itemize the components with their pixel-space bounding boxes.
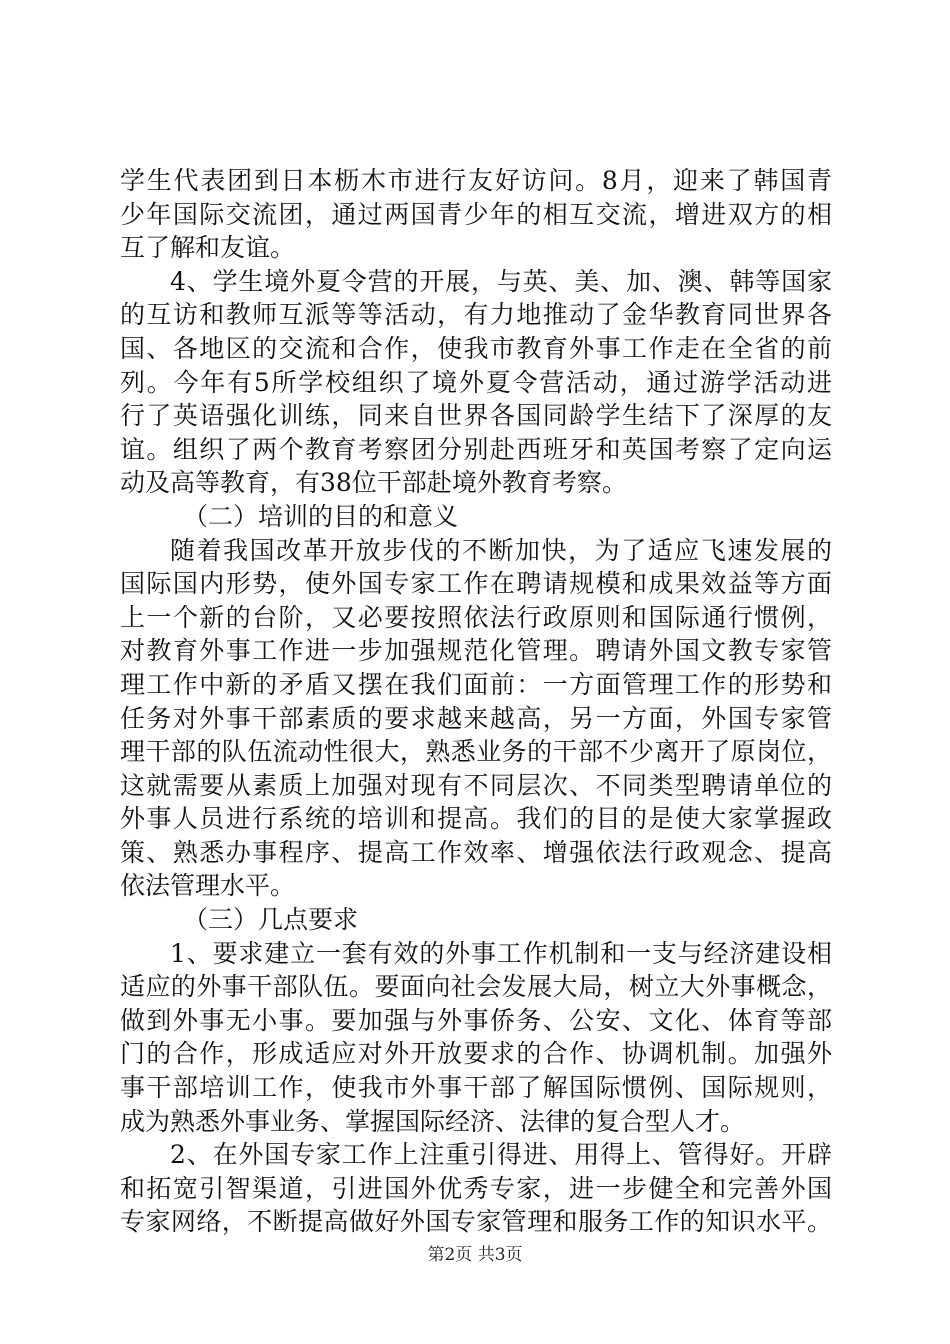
- page-number-footer: 第2页 共3页: [427, 1245, 523, 1265]
- section-heading: （二）培训的目的和意义: [183, 501, 459, 531]
- text-line: 动及高等教育，有38位干部赴境外教育考察。: [120, 468, 627, 498]
- text-line: 外事人员进行系统的培训和提高。我们的目的是使大家掌握政: [120, 804, 832, 834]
- section-heading: （三）几点要求: [183, 905, 359, 935]
- text-line: 事干部培训工作，使我市外事干部了解国际惯例、国际规则，: [120, 1073, 832, 1103]
- text-line: 依法管理水平。: [120, 871, 296, 901]
- text-line: 门的合作，形成适应对外开放要求的合作、协调机制。加强外: [120, 1039, 832, 1069]
- text-line: 和拓宽引智渠道，引进国外优秀专家，进一步健全和完善外国: [120, 1173, 832, 1203]
- text-line: 行了英语强化训练，同来自世界各国同龄学生结下了深厚的友: [120, 401, 832, 431]
- text-line: 理干部的队伍流动性很大，熟悉业务的干部不少离开了原岗位，: [120, 737, 832, 767]
- text-line: 1、要求建立一套有效的外事工作机制和一支与经济建设相: [170, 938, 832, 968]
- text-line: 策、熟悉办事程序、提高工作效率、增强依法行政观念、提高: [120, 837, 832, 867]
- text-line: 列。今年有5所学校组织了境外夏令营活动，通过游学活动进: [120, 367, 832, 397]
- text-line: 互了解和友谊。: [120, 233, 296, 263]
- text-line: 2、在外国专家工作上注重引得进、用得上、管得好。开辟: [170, 1140, 832, 1170]
- text-line: 上一个新的台阶，又必要按照依法行政原则和国际通行惯例，: [120, 602, 832, 632]
- text-line: 任务对外事干部素质的要求越来越高，另一方面，外国专家管: [120, 703, 832, 733]
- text-line: 国际国内形势，使外国专家工作在聘请规模和成果效益等方面: [120, 569, 832, 599]
- text-line: 专家网络，不断提高做好外国专家管理和服务工作的知识水平。: [120, 1207, 832, 1237]
- text-line: 这就需要从素质上加强对现有不同层次、不同类型聘请单位的: [120, 770, 832, 800]
- text-line: 理工作中新的矛盾又摆在我们面前：一方面管理工作的形势和: [120, 669, 832, 699]
- text-line: 4、学生境外夏令营的开展，与英、美、加、澳、韩等国家: [170, 266, 832, 296]
- text-line: 适应的外事干部队伍。要面向社会发展大局，树立大外事概念，: [120, 972, 832, 1002]
- text-line: 对教育外事工作进一步加强规范化管理。聘请外国文教专家管: [120, 636, 832, 666]
- text-line: 少年国际交流团，通过两国青少年的相互交流，增进双方的相: [120, 199, 832, 229]
- body-text: [120, 164, 832, 1239]
- text-line: 的互访和教师互派等等活动，有力地推动了金华教育同世界各: [120, 300, 832, 330]
- text-line: 随着我国改革开放步伐的不断加快，为了适应飞速发展的: [170, 535, 832, 565]
- text-line: 国、各地区的交流和合作，使我市教育外事工作走在全省的前: [120, 333, 832, 363]
- text-line: 成为熟悉外事业务、掌握国际经济、法律的复合型人才。: [120, 1106, 746, 1136]
- text-line: 谊。组织了两个教育考察团分别赴西班牙和英国考察了定向运: [120, 434, 832, 464]
- text-line: 做到外事无小事。要加强与外事侨务、公安、文化、体育等部: [120, 1005, 832, 1035]
- text-line: 学生代表团到日本枥木市进行友好访问。8月，迎来了韩国青: [120, 166, 832, 195]
